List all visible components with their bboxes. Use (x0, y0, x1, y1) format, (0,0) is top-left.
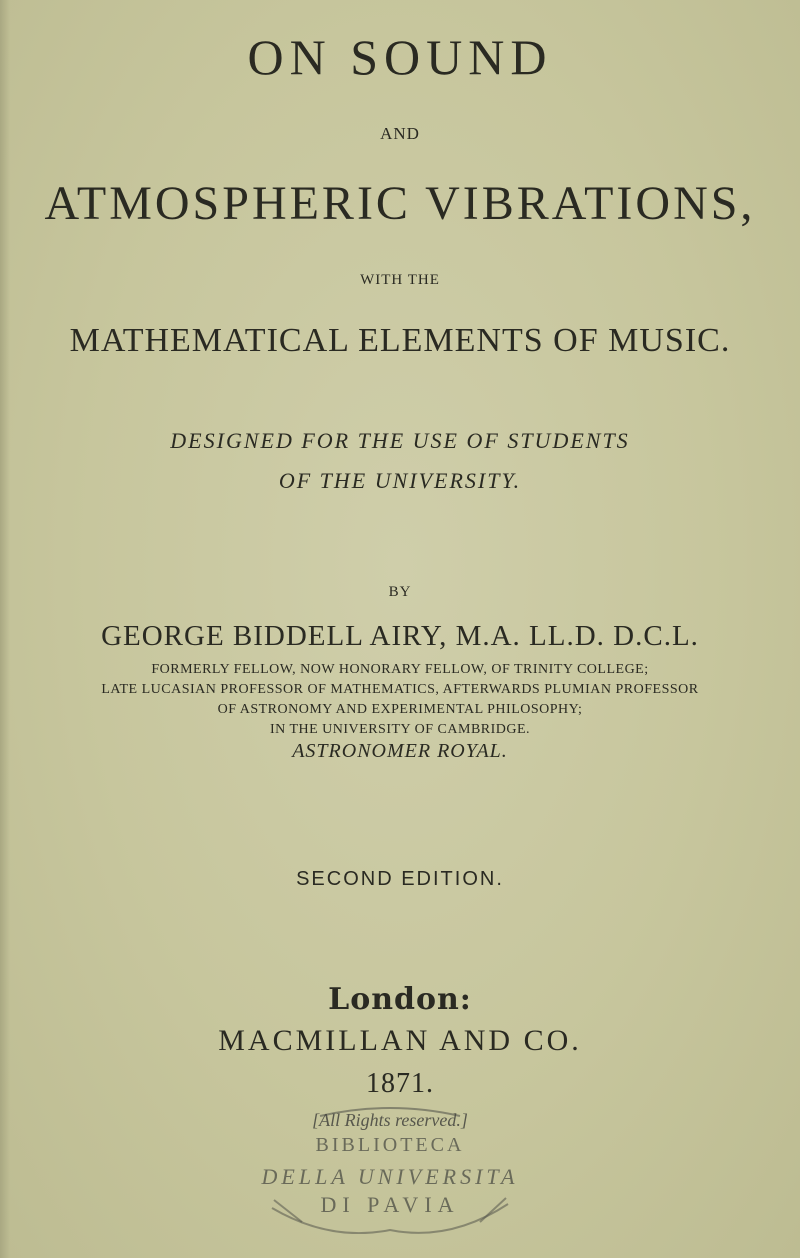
purpose-line-1: DESIGNED FOR THE USE OF STUDENTS (170, 428, 630, 453)
stamp-line-2: DELLA UNIVERSITA (261, 1164, 519, 1189)
by-label: BY (388, 584, 412, 600)
book-subtitle: ATMOSPHERIC VIBRATIONS, (44, 177, 756, 230)
edition-label: SECOND EDITION. (296, 868, 504, 890)
conjunction-and: AND (380, 124, 420, 143)
conjunction-with-the: WITH THE (360, 272, 440, 288)
book-subtitle-music: MATHEMATICAL ELEMENTS OF MUSIC. (69, 322, 731, 359)
publication-year: 1871. (366, 1068, 434, 1099)
stamp-line-1: BIBLIOTECA (315, 1134, 465, 1156)
author-credential: LATE LUCASIAN PROFESSOR OF MATHEMATICS, AFTERWARDS PLUMIAN PROFESSOR (101, 682, 699, 697)
publication-place: London: (328, 982, 472, 1017)
publisher-name: MACMILLAN AND CO. (218, 1024, 582, 1057)
author-position: ASTRONOMER ROYAL. (292, 740, 508, 762)
author-credential: OF ASTRONOMY AND EXPERIMENTAL PHILOSOPHY; (217, 702, 583, 717)
author-name: GEORGE BIDDELL AIRY, M.A. LL.D. D.C.L. (101, 620, 699, 652)
author-credential: FORMERLY FELLOW, NOW HONORARY FELLOW, OF TRINITY COLLEGE; (151, 662, 649, 677)
library-stamp (250, 1104, 530, 1234)
purpose-line-2: OF THE UNIVERSITY. (278, 468, 522, 493)
rights-notice: [All Rights reserved.] (312, 1110, 468, 1130)
stamp-line-3: DI PAVIA (320, 1192, 460, 1217)
author-credential: IN THE UNIVERSITY OF CAMBRIDGE. (269, 722, 531, 737)
book-title: ON SOUND (247, 29, 553, 85)
